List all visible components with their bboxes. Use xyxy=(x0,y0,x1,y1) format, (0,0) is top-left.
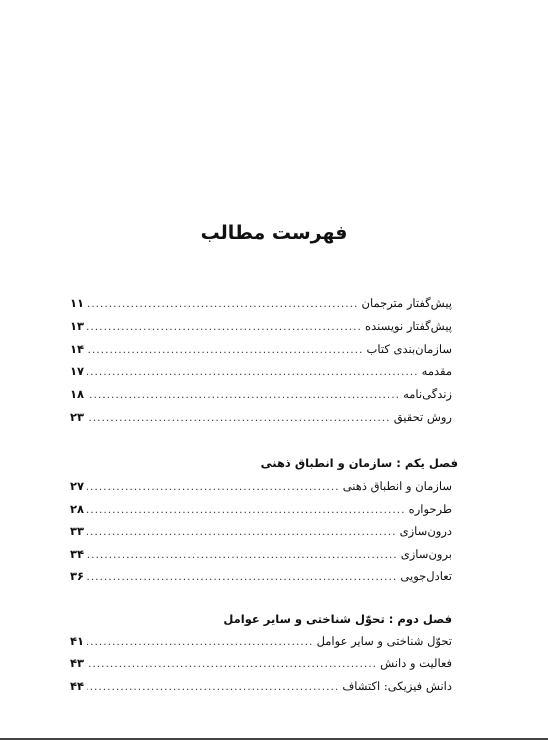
toc-entry-label: مقدمه xyxy=(421,364,452,378)
toc-entry-label: سازمان و انطباق ذهنی xyxy=(342,479,452,493)
leader-dots xyxy=(87,546,398,566)
toc-entry-page: ۴۳ xyxy=(70,656,85,670)
leader-dots xyxy=(87,568,397,588)
toc-entry-label: سازمان‌بندی کتاب xyxy=(366,342,452,356)
toc-entry xyxy=(70,499,452,519)
leader-dots xyxy=(87,633,314,653)
toc-entry-label: زندگی‌نامه xyxy=(403,387,452,401)
bottom-border xyxy=(0,738,548,740)
toc-entry xyxy=(70,653,452,673)
toc-entry-page: ۲۸ xyxy=(70,502,85,516)
toc-entry xyxy=(70,521,452,541)
toc-entry-page: ۱۴ xyxy=(70,342,85,356)
toc-entry-page: ۲۳ xyxy=(70,410,85,424)
page-title: فهرست مطالب xyxy=(200,222,348,244)
toc-entry xyxy=(70,631,452,651)
leader-dots xyxy=(87,295,358,315)
toc-entry-page: ۱۸ xyxy=(70,387,85,401)
toc-entry-label: روش تحقیق xyxy=(393,410,452,424)
leader-dots xyxy=(87,523,397,543)
toc-entry-page: ۱۱ xyxy=(70,296,85,310)
toc-entry-page: ۳۶ xyxy=(70,569,85,583)
toc-entry-label: برون‌سازی xyxy=(400,547,452,561)
toc-entry xyxy=(70,566,452,586)
toc-entry-label: پیش‌گفتار نویسنده xyxy=(365,319,452,333)
toc-entry xyxy=(70,293,452,313)
toc-entry xyxy=(70,544,452,564)
leader-dots xyxy=(87,318,362,338)
toc-entry-page: ۱۷ xyxy=(70,364,85,378)
toc-entry xyxy=(70,384,452,404)
toc-entry xyxy=(70,361,452,381)
toc-entry xyxy=(70,339,452,359)
toc-entry-page: ۲۷ xyxy=(70,479,85,493)
toc-entry-page: ۳۴ xyxy=(70,547,85,561)
toc-entry xyxy=(70,476,452,496)
leader-dots xyxy=(87,501,406,521)
toc-entry-page: ۴۱ xyxy=(70,634,85,648)
toc-entry-label: فعالیت و دانش xyxy=(380,656,452,670)
leader-dots xyxy=(87,678,339,698)
toc-entry-label: پیش‌گفتار مترجمان xyxy=(361,296,452,310)
leader-dots xyxy=(87,363,419,383)
toc-entry xyxy=(70,676,452,696)
toc-entry-label: درون‌سازی xyxy=(399,524,452,538)
toc-entry-label: طرحواره xyxy=(408,502,452,516)
toc-entry-label: دانش فیزیکی: اکتشاف xyxy=(342,679,452,693)
toc-entry-page: ۳۳ xyxy=(70,524,85,538)
leader-dots xyxy=(87,409,391,429)
leader-dots xyxy=(87,655,377,675)
toc-entry-label: تعادل‌جویی xyxy=(400,569,452,583)
leader-dots xyxy=(87,341,364,361)
toc-entry-label: تحوّل شناختی و سایر عوامل xyxy=(316,634,452,648)
toc-entry xyxy=(70,316,452,336)
chapter-heading: فصل یکم : سازمان و انطباق ذهنی xyxy=(260,456,458,470)
chapter-heading: فصل دوم : تحوّل شناختی و سایر عوامل xyxy=(223,612,452,626)
toc-entry xyxy=(70,407,452,427)
toc-entry-page: ۱۳ xyxy=(70,319,85,333)
toc-entry-page: ۴۴ xyxy=(70,679,85,693)
leader-dots xyxy=(87,478,340,498)
leader-dots xyxy=(87,386,400,406)
